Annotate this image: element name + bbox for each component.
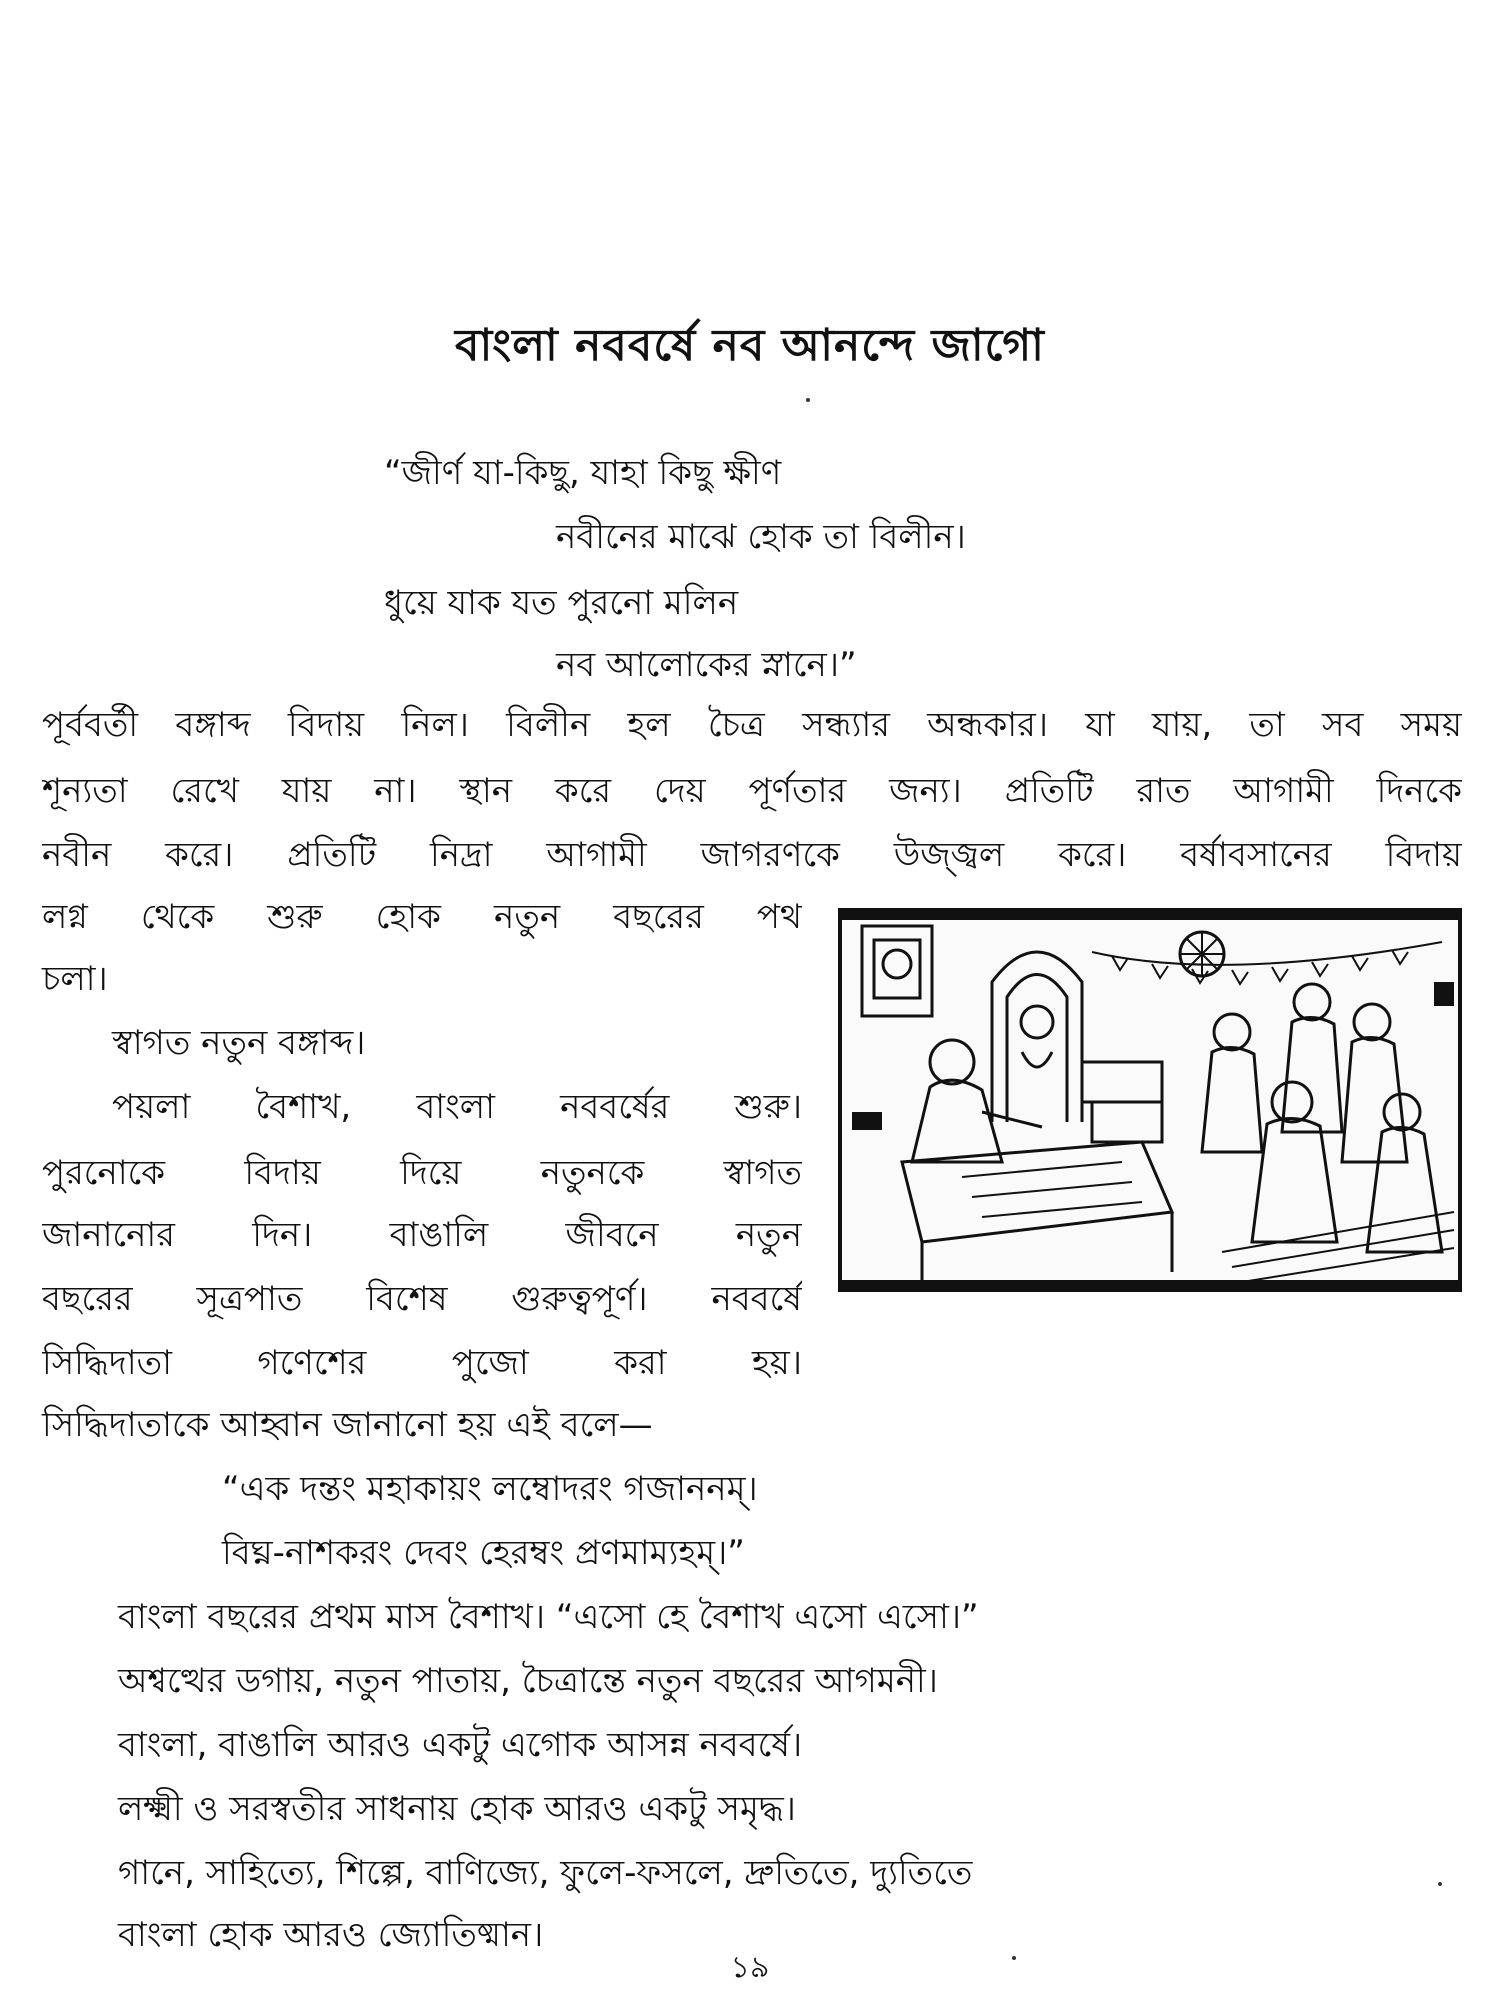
- closing-line: বাংলা, বাঙালি আরও একটু এগোক আসন্ন নববর্ষে।: [118, 1725, 803, 1765]
- paragraph-line: বছরের সূত্রপাত বিশেষ গুরুত্বপূর্ণ। নববর্ষে: [42, 1279, 802, 1319]
- closing-line: বাংলা বছরের প্রথম মাস বৈশাখ। “এসো হে বৈশাখ এসো এসো।”: [118, 1597, 979, 1637]
- paragraph-line: চলা।: [42, 959, 108, 999]
- paragraph-line: পূর্ববর্তী বঙ্গাব্দ বিদায় নিল। বিলীন হল চৈত্র সন্ধ্যার অন্ধকার। যা যায়, তা সব সময়: [42, 705, 1462, 745]
- poem-line-3: ধুয়ে যাক যত পুরনো মলিন: [384, 583, 739, 623]
- paragraph-line: সিদ্ধিদাতাকে আহ্বান জানানো হয় এই বলে—: [42, 1405, 653, 1445]
- paragraph-line: লগ্ন থেকে শুরু হোক নতুন বছরের পথ: [42, 897, 802, 937]
- closing-line: বাংলা হোক আরও জ্যোতিষ্মান।: [118, 1915, 544, 1955]
- closing-line: লক্ষ্মী ও সরস্বতীর সাধনায় হোক আরও একটু সমৃদ্ধ।: [118, 1789, 796, 1829]
- paragraph-line: পুরনোকে বিদায় দিয়ে নতুনকে স্বাগত: [42, 1153, 802, 1193]
- welcome-line: স্বাগত নতুন বঙ্গাব্দ।: [112, 1023, 366, 1063]
- closing-line: গানে, সাহিত্যে, শিল্পে, বাণিজ্যে, ফুলে-ফসলে, দ্রুতিতে, দ্যুতিতে: [118, 1853, 973, 1893]
- scan-speck: [1438, 1882, 1442, 1886]
- page-number: ১৯: [730, 1950, 770, 1985]
- closing-line: অশ্বত্থের ডগায়, নতুন পাতায়, চৈত্রান্তে নতুন বছরের আগমনী।: [118, 1661, 938, 1701]
- scan-speck: [1012, 1956, 1016, 1960]
- poem-line-2: নবীনের মাঝে হোক তা বিলীন।: [556, 517, 966, 557]
- page-title: বাংলা নববর্ষে নব আনন্দে জাগো: [455, 320, 1045, 371]
- poem-line-4: নব আলোকের স্নানে।”: [556, 645, 857, 685]
- paragraph-line: নবীন করে। প্রতিটি নিদ্রা আগামী জাগরণকে উজ্জ্বল করে। বর্ষাবসানের বিদায়: [42, 835, 1462, 875]
- scan-speck: [806, 398, 810, 402]
- paragraph-line: জানানোর দিন। বাঙালি জীবনে নতুন: [42, 1215, 802, 1255]
- mantra-line-2: বিঘ্ন-নাশকরং দেবং হেরম্বং প্রণমাম্যহম্।”: [222, 1533, 745, 1573]
- illustration-drawing: [842, 912, 1458, 1288]
- poem-line-1: “জীর্ণ যা-কিছু, যাহা কিছু ক্ষীণ: [384, 453, 782, 493]
- mantra-line-1: “এক দন্তং মহাকায়ং লম্বোদরং গজাননম্।: [222, 1469, 758, 1509]
- paragraph-line: পয়লা বৈশাখ, বাংলা নববর্ষের শুরু।: [112, 1087, 802, 1127]
- puja-illustration: [838, 908, 1462, 1292]
- paragraph-line: শূন্যতা রেখে যায় না। স্থান করে দেয় পূর্ণতার জন্য। প্রতিটি রাত আগামী দিনকে: [42, 771, 1462, 811]
- paragraph-line: সিদ্ধিদাতা গণেশের পুজো করা হয়।: [42, 1343, 802, 1383]
